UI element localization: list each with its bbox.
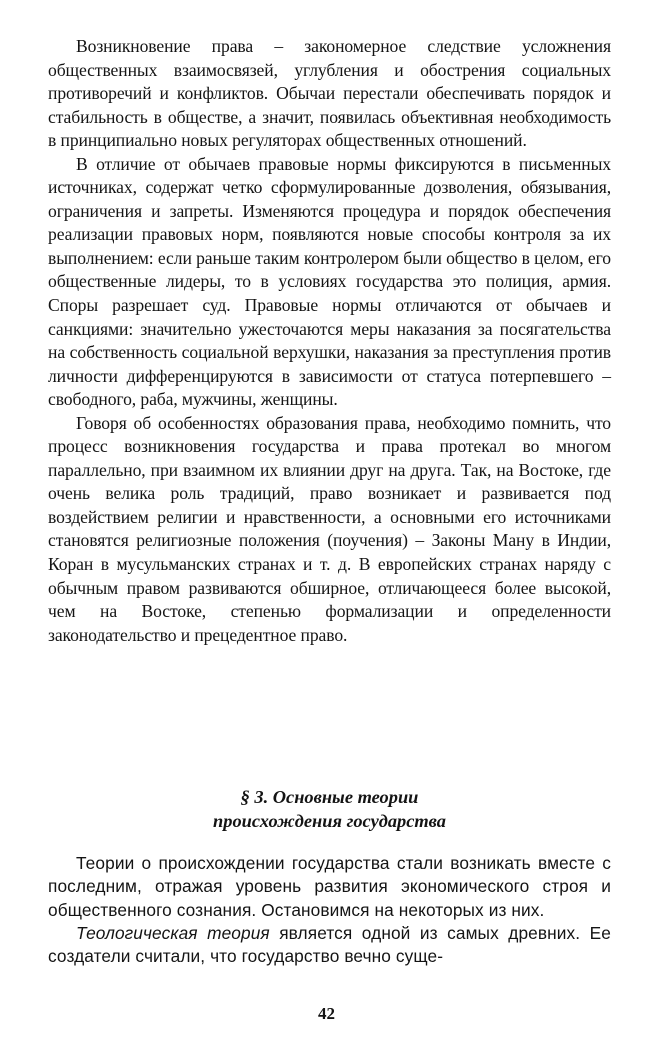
paragraph-state-and-law-parallel: Говоря об особенностях образования права, необходимо помнить, что процесс возникновения государства и права протекал во многом параллельно, при взаимном их влиянии друг на друга. Так, на Востоке, где очень велика роль традиций, право возникает и развивается под воздействием религии и нравственности, а основными его источниками становятся религиозные положения (поучения) – Законы Ману в Индии, Коран в мусульманских странах и т. д. В европейских странах наряду с обычным правом развиваются обширное, отличающееся более высокой, чем на Востоке, степенью формализации и определенности законодательство и прецедентное право.	[48, 412, 611, 645]
paragraph-theological-theory	[48, 922, 611, 969]
theological-theory-text: является одной из самых древних. Ее создатели считали, что государство вечно суще-	[48, 922, 611, 967]
paragraph-origin-of-law: Возникновение права – закономерное следствие усложнения общественных взаимосвязей, углубления и обострения социальных противоречий и конфликтов. Обычаи перестали обеспечивать порядок и стабильность в обществе, а значит, появилась объективная необходимость в принципиально новых регуляторах общественных отношений.	[48, 36, 611, 151]
page-number: 42	[318, 1004, 335, 1023]
paragraph-legal-norms-vs-customs: В отличие от обычаев правовые нормы фиксируются в письменных источниках, содержат четко сформулированные дозволения, обязывания, ограничения и запреты. Изменяются процедура и порядок обеспечения реализации правовых норм, появляются новые способы контроля за их выполнением: если раньше таким контролером были общество в целом, его общественные лидеры, то в условиях государства это полиция, армия. Споры разрешает суд. Правовые нормы отличаются от обычаев и санкциями: значительно ужесточаются меры наказания за посягательства на собственность социальной верхушки, наказания за преступления против личности дифференцируются в зависимости от статуса потерпевшего – свободного, раба, мужчины, женщины.	[48, 153, 611, 410]
theological-theory-term: Теологическая теория	[76, 922, 270, 943]
section-body	[48, 852, 611, 968]
paragraph-theories-intro: Теории о происхождении государства стали возникать вместе с последним, отражая уровень развития экономического строя и общественного сознания. Остановимся на некоторых из них.	[48, 853, 611, 920]
page-body	[48, 35, 611, 647]
section-heading	[48, 786, 611, 833]
section-heading-line-2: происхождения государства	[213, 810, 446, 831]
section-heading-line-1: § 3. Основные теории	[240, 787, 419, 807]
